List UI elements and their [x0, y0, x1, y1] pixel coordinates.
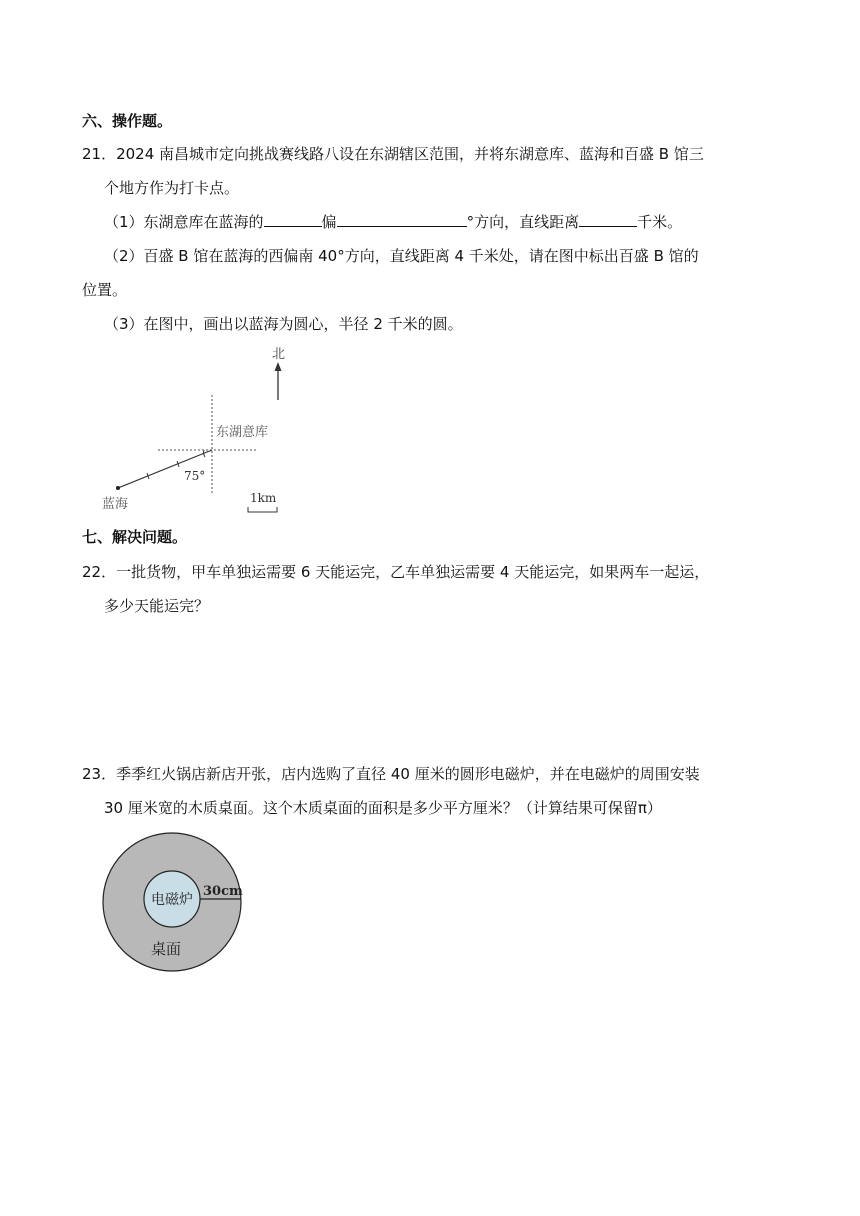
- angle-label: 75°: [184, 469, 206, 483]
- q21-line-2: 个地方作为打卡点。: [104, 179, 240, 197]
- width-label: 30cm: [203, 884, 243, 899]
- answer-blank-direction[interactable]: [264, 212, 322, 227]
- section-6-heading: 六、操作题。: [82, 112, 173, 130]
- scale-bar: [248, 507, 277, 512]
- q21-p1-text-d: 千米。: [637, 213, 683, 231]
- lanhai-label: 蓝海: [102, 497, 129, 512]
- section-7-heading: 七、解决问题。: [82, 528, 188, 546]
- q23-line-1: 23．季季红火锅店新店开张，店内选购了直径 40 厘米的圆形电磁炉，并在电磁炉的周围安装: [82, 765, 700, 783]
- q23-table-diagram: [100, 832, 246, 974]
- q21-p1-text-a: （1）东湖意库在蓝海的: [104, 213, 264, 231]
- q21-direction-diagram[interactable]: [100, 340, 290, 520]
- table-label: 桌面: [150, 940, 182, 958]
- q21-part-1: [104, 212, 682, 232]
- q21-p1-text-b: 偏: [321, 213, 337, 231]
- donghu-label: 东湖意库: [216, 425, 269, 440]
- lanhai-point: [116, 486, 120, 490]
- q21-part-2-line-1: （2）百盛 B 馆在蓝海的西偏南 40°方向，直线距离 4 千米处，请在图中标出百盛 B 馆的: [104, 247, 699, 265]
- q21-line-1: 21．2024 南昌城市定向挑战赛线路八设在东湖辖区范围，并将东湖意库、蓝海和百盛 B 馆三: [82, 145, 704, 163]
- scale-label: 1km: [250, 491, 277, 505]
- induction-cooker-label: 电磁炉: [151, 892, 193, 908]
- q22-line-1: 22．一批货物，甲车单独运需要 6 天能运完，乙车单独运需要 4 天能运完，如果两车一起运，: [82, 563, 710, 581]
- q22-line-2: 多少天能运完？: [104, 597, 210, 615]
- q21-part-2-line-2: 位置。: [82, 281, 128, 299]
- north-label: 北: [272, 347, 286, 362]
- answer-blank-angle[interactable]: [337, 212, 467, 227]
- answer-blank-distance[interactable]: [579, 212, 637, 227]
- north-arrow-head: [275, 362, 282, 371]
- q23-line-2: 30 厘米宽的木质桌面。这个木质桌面的面积是多少平方厘米？（计算结果可保留π）: [104, 799, 662, 817]
- q21-part-3: （3）在图中，画出以蓝海为圆心，半径 2 千米的圆。: [104, 315, 463, 333]
- q21-p1-text-c: °方向，直线距离: [466, 213, 580, 231]
